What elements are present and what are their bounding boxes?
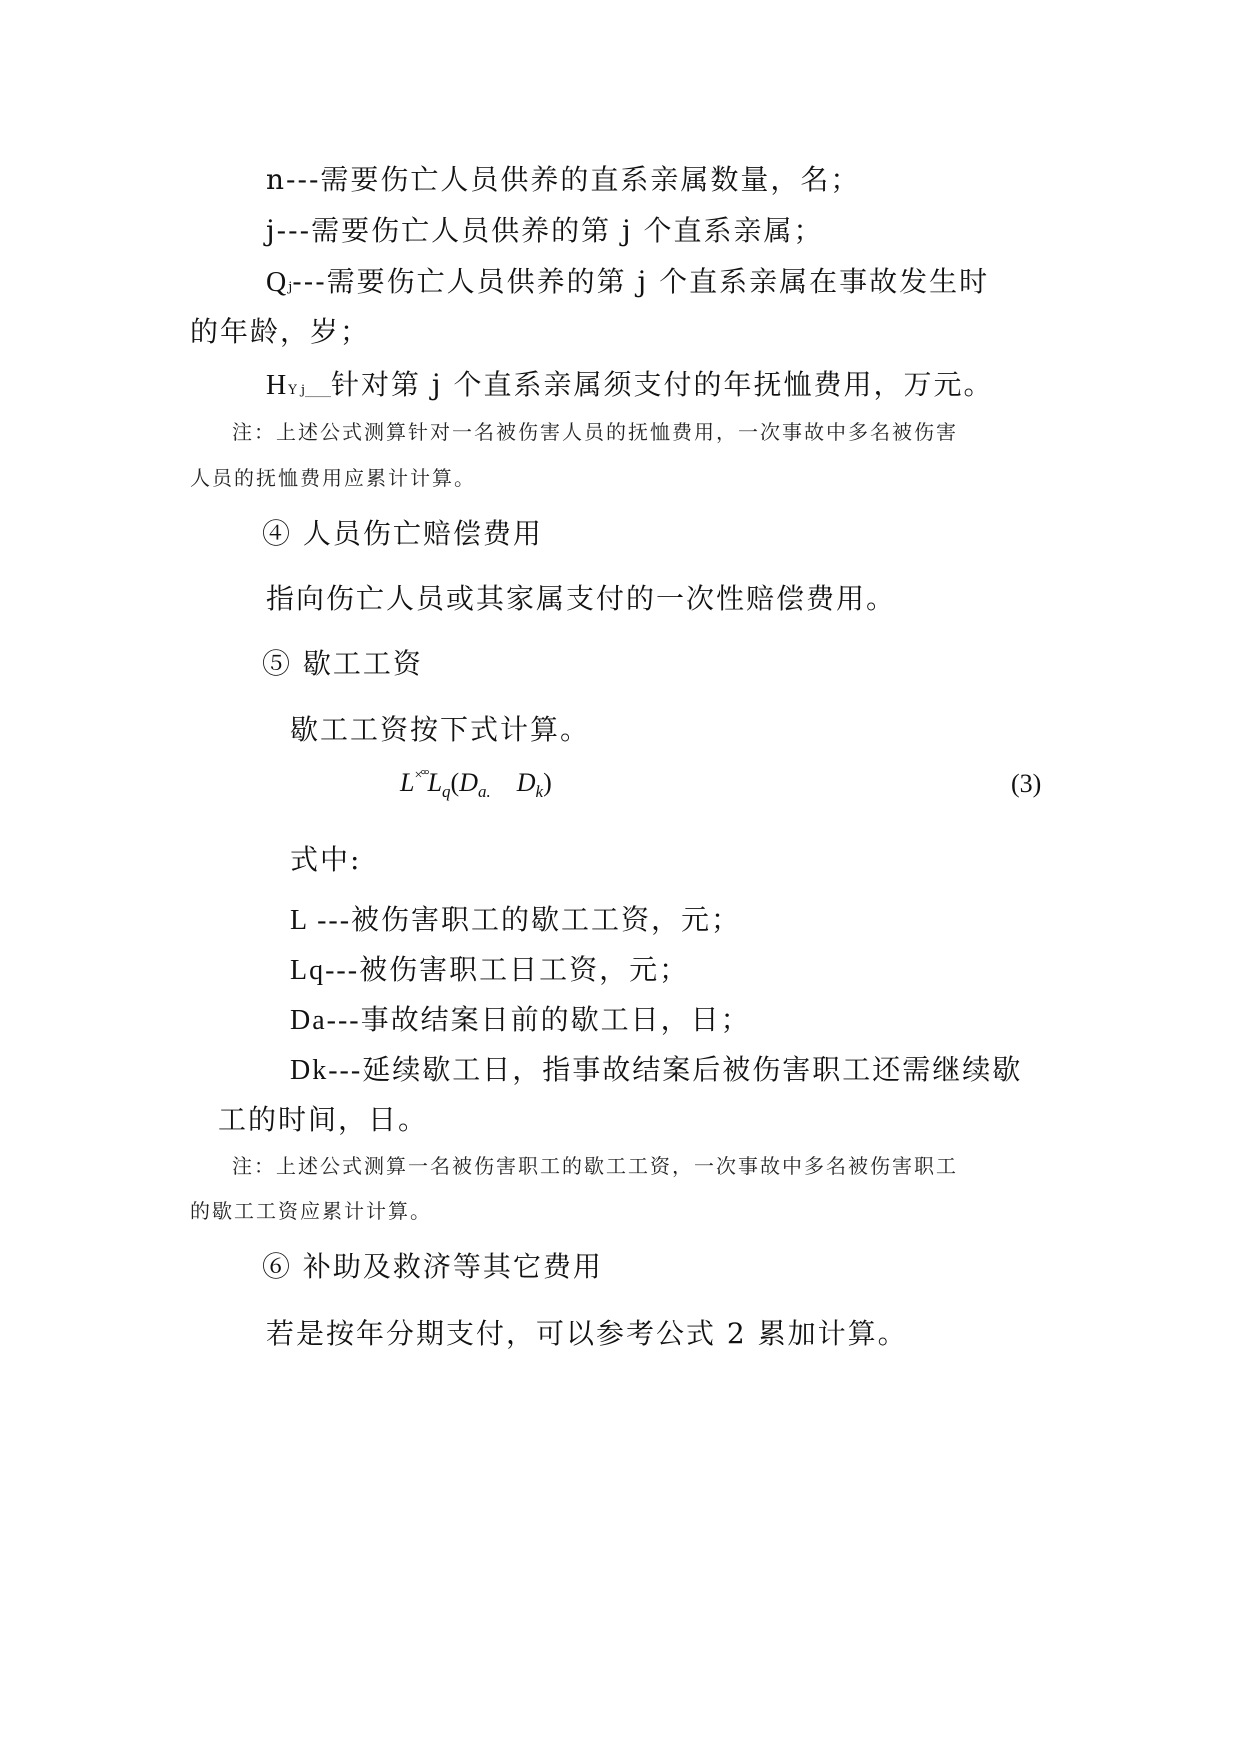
definition-j: j---需要伤亡人员供养的第 j 个直系亲属； [266, 214, 824, 247]
note-2-line-1: 注：上述公式测算一名被伤害职工的歇工工资，一次事故中多名被伤害职工 [232, 1154, 958, 1178]
equation-number: (3) [1011, 769, 1042, 798]
formula-Lq-subscript: q [442, 782, 451, 801]
q-symbol: Q [266, 267, 289, 298]
formula-Lq: L [427, 768, 443, 797]
section-5-intro: 歇工工资按下式计算。 [290, 713, 591, 746]
definition-q [266, 260, 989, 300]
section-5-heading: ⑤ 歇工工资 [262, 647, 423, 680]
h-text: 针对第 j 个直系亲属须支付的年抚恤费用，万元。 [330, 368, 994, 401]
formula-Dk-subscript: k [535, 782, 544, 801]
q-text: ---需要伤亡人员供养的第 j 个直系亲属在事故发生时 [292, 265, 990, 298]
h-subscript: Y j____ [288, 383, 331, 398]
definition-q-continued: 的年龄，岁； [190, 315, 371, 348]
note-1-line-2: 人员的抚恤费用应累计计算。 [190, 466, 476, 490]
formula-L: L [400, 768, 415, 797]
definition-n: n---需要伤亡人员供养的直系亲属数量，名； [266, 163, 861, 196]
section-4-text: 指向伤亡人员或其家属支付的一次性赔偿费用。 [266, 582, 897, 615]
h-symbol: H [266, 370, 289, 401]
formula-Da-subscript: a. [477, 782, 491, 801]
formula-Da: D [459, 768, 478, 797]
formula-close-paren: ) [543, 768, 552, 797]
section-4-heading: ④ 人员伤亡赔偿费用 [262, 517, 543, 550]
section-6-heading: ⑥ 补助及救济等其它费用 [262, 1250, 603, 1283]
q-subscript: j [288, 280, 293, 295]
definition-Dk-continued: 工的时间，日。 [218, 1103, 429, 1136]
where-label: 式中: [290, 843, 362, 876]
note-1-line-1: 注：上述公式测算针对一名被伤害人员的抚恤费用，一次事故中多名被伤害 [232, 420, 958, 444]
formula-operator-marks: ×°° [414, 768, 428, 783]
formula-open-paren: ( [450, 768, 460, 797]
definition-Dk: Dk---延续歇工日，指事故结案后被伤害职工还需继续歇 [290, 1055, 1023, 1086]
formula-3 [400, 768, 552, 802]
definition-Lq: Lq---被伤害职工日工资，元； [290, 955, 690, 986]
formula-Dk: D [516, 768, 536, 797]
note-2-line-2: 的歇工工资应累计计算。 [190, 1199, 432, 1223]
definition-L: L ---被伤害职工的歇工工资，元； [290, 905, 742, 936]
definition-h [266, 363, 993, 403]
section-6-text: 若是按年分期支付，可以参考公式 2 累加计算。 [266, 1317, 908, 1350]
definition-Da: Da---事故结案日前的歇工日，日； [290, 1005, 751, 1036]
